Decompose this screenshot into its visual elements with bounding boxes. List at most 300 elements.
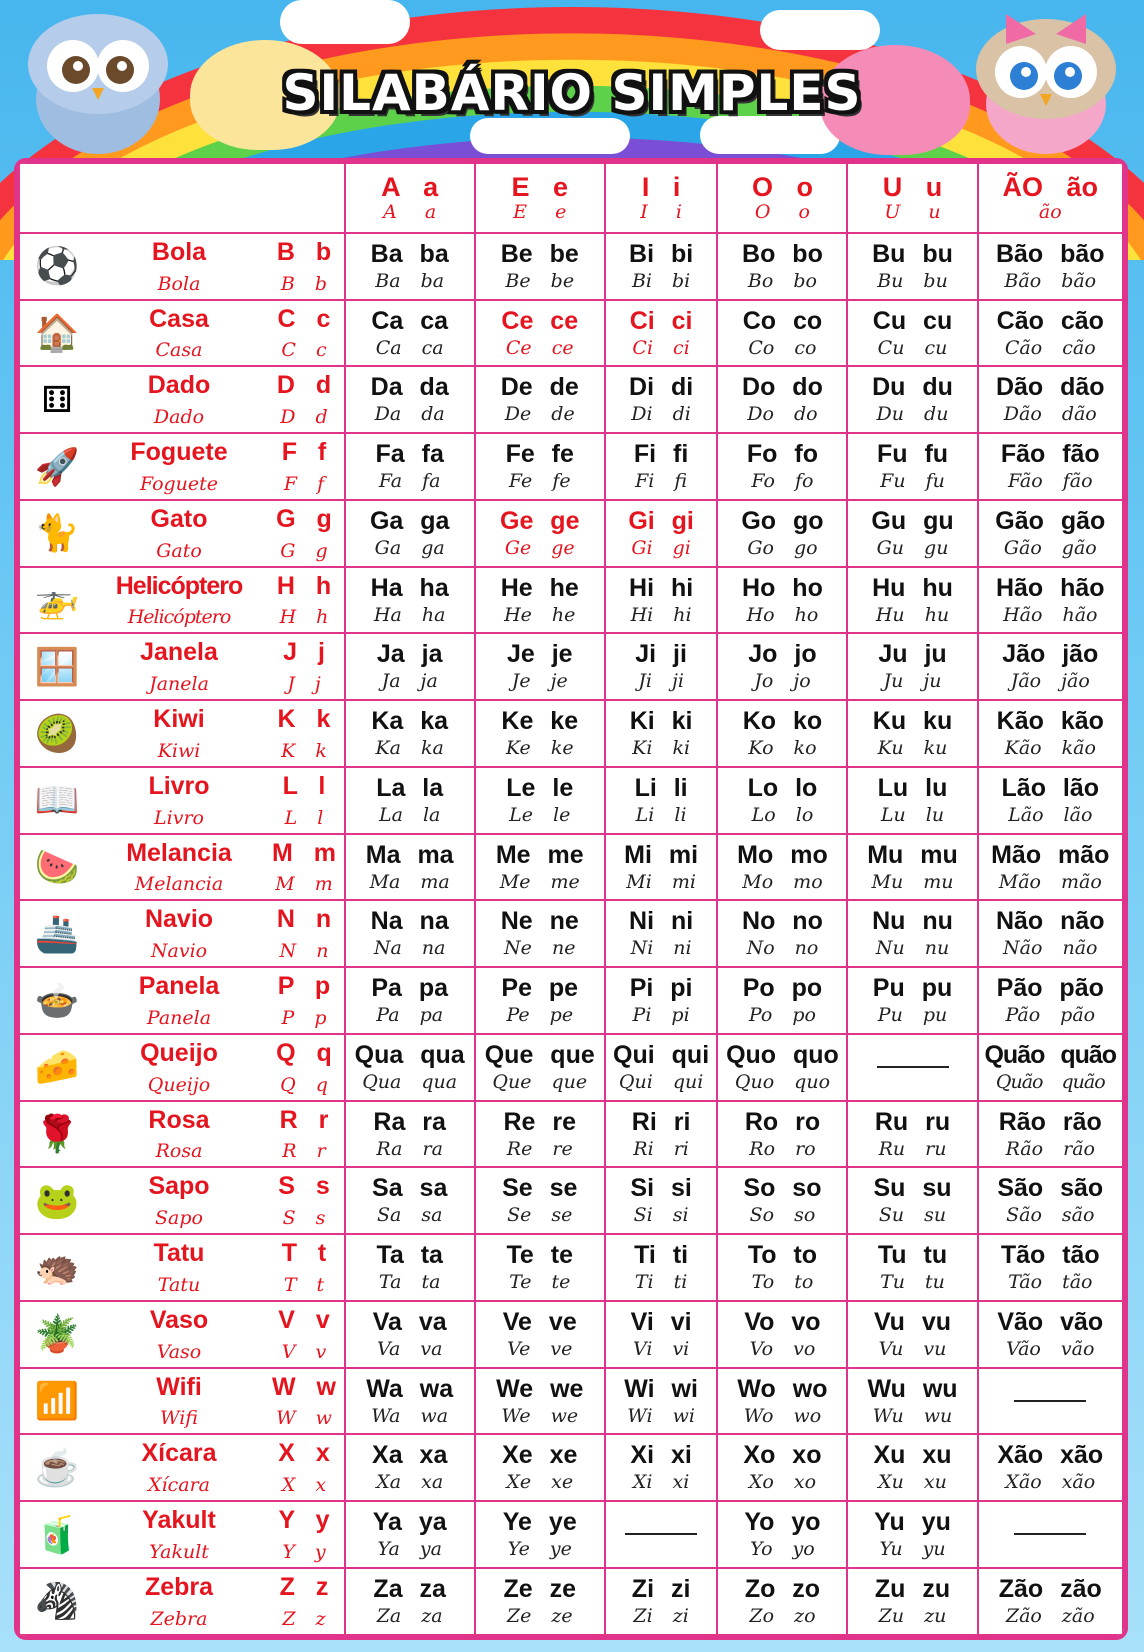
letter-print: N n: [276, 905, 332, 934]
syllable-print: So so: [743, 1174, 822, 1203]
syllable-cursive: São são: [1006, 1204, 1095, 1227]
syllable-cursive: Ri ri: [633, 1137, 689, 1160]
syllable-cell: [717, 1101, 847, 1168]
syllable-cursive: Co co: [748, 336, 817, 359]
syllable-cell: [717, 967, 847, 1034]
syllable-cell: [475, 567, 605, 634]
syllable-row-v: [19, 1301, 1123, 1368]
syllable-print: Mo mo: [737, 840, 828, 869]
syllable-cursive: Vi vi: [632, 1337, 690, 1360]
syllable-cursive: Pão pão: [1005, 1004, 1096, 1027]
syllable-cursive: De de: [504, 403, 575, 426]
word-label: Janela: [140, 638, 218, 667]
syllable-cursive: Yo yo: [750, 1538, 815, 1561]
word-cursive: Casa: [155, 339, 203, 362]
syllable-cell: [847, 767, 977, 834]
syllable-print: Xão xão: [997, 1441, 1104, 1470]
word-label: Sapo: [148, 1172, 210, 1201]
syllable-print: Yo yo: [744, 1508, 821, 1537]
vowel-cursive: U u: [884, 200, 941, 223]
syllable-print: Ya ya: [372, 1508, 447, 1537]
syllable-cell: [847, 500, 977, 567]
word-cell: [19, 967, 345, 1034]
syllable-cell: [717, 834, 847, 901]
vowel-header-cell: [475, 163, 605, 233]
syllable-cursive: Na na: [373, 937, 446, 960]
syllable-print: Be be: [500, 239, 579, 268]
syllable-cursive: Re re: [506, 1137, 573, 1160]
letter-print: Z z: [279, 1572, 329, 1601]
syllable-row-k: [19, 700, 1123, 767]
syllable-print: Ye ye: [502, 1508, 577, 1537]
vowel-print: A a: [381, 171, 439, 202]
syllable-row-y: [19, 1501, 1123, 1568]
word-cursive: Foguete: [139, 472, 219, 495]
letter-cursive: P p: [281, 1006, 327, 1029]
letter-cursive: V v: [281, 1340, 327, 1363]
syllable-print: Ta ta: [376, 1241, 443, 1270]
syllable-row-q: [19, 1034, 1123, 1101]
syllable-cursive: Ju ju: [883, 670, 942, 693]
syllable-row-n: [19, 900, 1123, 967]
syllable-print: Jão jão: [1002, 640, 1099, 669]
syllable-print: Yu yu: [874, 1508, 951, 1537]
letter-print: X x: [278, 1439, 330, 1468]
letter-cursive: X x: [281, 1474, 327, 1497]
letter-print: K k: [277, 705, 331, 734]
syllable-row-m: [19, 834, 1123, 901]
syllable-print: Vão vão: [997, 1307, 1104, 1336]
syllable-cursive: Mu mu: [871, 870, 954, 893]
syllable-print: Ne ne: [500, 907, 579, 936]
syllable-cell: [847, 900, 977, 967]
syllable-cursive: Ku ku: [877, 737, 948, 760]
vowel-header-cell: [847, 163, 977, 233]
vowel-header-cell: [345, 163, 475, 233]
word-cursive: Xícara: [148, 1474, 210, 1497]
syllable-cell: [978, 1301, 1123, 1368]
syllable-cell: [847, 300, 977, 367]
syllable-print: Po po: [742, 974, 823, 1003]
syllable-cell: [605, 1434, 718, 1501]
kiwi-icon: 🥝: [34, 712, 80, 754]
word-label: Tatu: [153, 1239, 205, 1268]
syllable-cursive: Mão mão: [998, 870, 1102, 893]
word-cursive: Bola: [157, 272, 201, 295]
syllable-cell: [847, 1034, 977, 1101]
syllable-cell: [605, 1167, 718, 1234]
word-cell: [19, 1234, 345, 1301]
vowel-print: O o: [751, 171, 813, 202]
letter-print: F f: [281, 438, 327, 467]
syllable-cursive: Nu nu: [875, 937, 950, 960]
rocket-icon: 🚀: [34, 445, 80, 487]
letter-cursive: C c: [281, 339, 327, 362]
syllable-print: No no: [742, 907, 823, 936]
syllable-print: Wu wu: [867, 1374, 958, 1403]
syllable-cursive: Qui qui: [618, 1070, 704, 1093]
syllable-cell: [605, 1101, 718, 1168]
syllable-cell: [847, 433, 977, 500]
syllable-print: Não não: [995, 907, 1105, 936]
syllable-cell: [847, 1501, 977, 1568]
syllable-cell: [978, 233, 1123, 300]
house-icon: 🏠: [34, 312, 80, 354]
syllable-cell: [847, 1434, 977, 1501]
syllable-cell: [978, 433, 1123, 500]
word-label: Dado: [147, 371, 211, 400]
syllable-print: Ha ha: [370, 573, 449, 602]
syllable-cursive: Ta ta: [378, 1271, 441, 1294]
syllable-cursive: Zo zo: [749, 1604, 816, 1627]
syllable-cell: [717, 1301, 847, 1368]
syllable-row-j: [19, 633, 1123, 700]
empty-dash: [1014, 1533, 1086, 1535]
syllable-print: Zi zi: [631, 1574, 691, 1603]
syllable-print: Ri ri: [631, 1107, 691, 1136]
page-title: SILABÁRIO SIMPLES: [282, 64, 862, 122]
syllable-cursive: Ro ro: [749, 1137, 816, 1160]
syllable-cell: [345, 433, 475, 500]
syllable-cell: [847, 1101, 977, 1168]
syllable-cell: [847, 567, 977, 634]
syllable-print: We we: [496, 1374, 584, 1403]
syllable-print: Gi gi: [628, 506, 694, 535]
word-cursive: Queijo: [147, 1073, 211, 1096]
vowel-header-cell: [605, 163, 718, 233]
vowel-header-cell: [717, 163, 847, 233]
syllable-cursive: Ca ca: [375, 336, 444, 359]
syllable-cursive: Su su: [878, 1204, 947, 1227]
syllable-row-h: [19, 567, 1123, 634]
word-label: Zebra: [144, 1572, 214, 1601]
syllable-cell: [717, 1234, 847, 1301]
syllable-cell: [717, 767, 847, 834]
syllable-print: Da da: [370, 373, 449, 402]
word-cursive: Navio: [150, 940, 208, 963]
syllable-row-x: [19, 1434, 1123, 1501]
syllable-cell: [345, 967, 475, 1034]
letter-cursive: S s: [282, 1207, 326, 1230]
syllable-cell: [345, 1301, 475, 1368]
syllable-cursive: Ga ga: [374, 536, 445, 559]
syllable-cell: [475, 967, 605, 1034]
syllable-print: Go go: [741, 506, 824, 535]
syllable-print: Pi pi: [629, 974, 693, 1003]
syllable-cell: [847, 633, 977, 700]
letter-print: Y y: [278, 1506, 330, 1535]
word-label: Yakult: [142, 1506, 216, 1535]
syllable-cursive: Xu xu: [878, 1471, 947, 1494]
syllable-print: Za za: [373, 1574, 446, 1603]
syllable-print: São são: [997, 1174, 1104, 1203]
syllable-cell: [717, 633, 847, 700]
syllable-cell: [345, 300, 475, 367]
syllable-cursive: Ce ce: [505, 336, 574, 359]
syllable-cursive: Bu bu: [877, 269, 948, 292]
cheese-icon: 🧀: [34, 1046, 80, 1088]
syllable-print: Ke ke: [501, 707, 579, 736]
syllable-print: Wa wa: [366, 1374, 454, 1403]
syllable-cell: [978, 500, 1123, 567]
syllable-print: Ze ze: [503, 1574, 577, 1603]
syllable-cursive: Ze ze: [506, 1604, 573, 1627]
syllable-cell: [605, 300, 718, 367]
syllable-print: Ra ra: [373, 1107, 446, 1136]
syllable-cell: [475, 366, 605, 433]
word-cell: [19, 834, 345, 901]
syllable-cell: [345, 567, 475, 634]
word-label: Vaso: [149, 1305, 209, 1334]
syllable-cursive: Da da: [374, 403, 445, 426]
syllable-cursive: Wi wi: [627, 1404, 695, 1427]
zebra-icon: 🦓: [34, 1580, 80, 1622]
syllable-cell: [345, 1167, 475, 1234]
syllable-cursive: Não não: [1003, 937, 1098, 960]
syllable-print: Vo vo: [744, 1307, 821, 1336]
syllable-cursive: Que que: [492, 1070, 588, 1093]
syllable-cell: [978, 633, 1123, 700]
syllable-print: Fu fu: [876, 440, 949, 469]
letter-print: H h: [276, 571, 332, 600]
syllable-cell: [978, 767, 1123, 834]
syllable-cell: [717, 366, 847, 433]
letter-cursive: K k: [281, 739, 327, 762]
syllable-cell: [978, 1167, 1123, 1234]
syllable-cursive: He he: [504, 603, 576, 626]
syllable-print: Wo wo: [737, 1374, 828, 1403]
syllable-cursive: Ve ve: [507, 1337, 573, 1360]
syllable-print: Su su: [873, 1174, 952, 1203]
letter-cursive: L l: [284, 806, 324, 829]
syllable-cursive: Vo vo: [749, 1337, 816, 1360]
syllable-cursive: Xe xe: [506, 1471, 574, 1494]
syllable-cursive: Bão bão: [1004, 269, 1097, 292]
syllable-cell: [475, 1034, 605, 1101]
syllable-cell: [605, 700, 718, 767]
syllable-cell: [475, 1568, 605, 1635]
syllable-cursive: So so: [749, 1204, 816, 1227]
syllable-print: Ji ji: [635, 640, 687, 669]
syllable-cursive: Pu pu: [877, 1004, 948, 1027]
syllable-cell: [605, 567, 718, 634]
syllable-cursive: Zão zão: [1005, 1604, 1095, 1627]
syllable-cell: [345, 767, 475, 834]
syllable-cell: [475, 1368, 605, 1435]
syllable-cursive: Lão lão: [1008, 803, 1093, 826]
syllable-cell: [717, 1368, 847, 1435]
word-cell: [19, 633, 345, 700]
syllable-print: Cu cu: [872, 306, 953, 335]
syllable-cell: [847, 1301, 977, 1368]
syllable-cell: [978, 1034, 1123, 1101]
vowel-print: ÃO ão: [1002, 171, 1099, 202]
syllable-print: Nu nu: [872, 907, 953, 936]
syllable-cell: [605, 633, 718, 700]
syllable-print: Quão quão: [984, 1040, 1117, 1069]
word-cell: [19, 700, 345, 767]
syllable-cell: [345, 700, 475, 767]
syllable-cursive: Gão gão: [1003, 536, 1097, 559]
syllable-print: Kão kão: [996, 707, 1104, 736]
wifi-icon: 📶: [34, 1380, 80, 1422]
word-label: Panela: [138, 972, 220, 1001]
syllable-cell: [345, 1368, 475, 1435]
syllable-cursive: Ma ma: [369, 870, 450, 893]
syllable-print: Zão zão: [998, 1574, 1102, 1603]
syllable-cursive: Hão hão: [1003, 603, 1098, 626]
syllable-cursive: Vão vão: [1006, 1337, 1095, 1360]
syllable-cursive: Ge ge: [504, 536, 575, 559]
letter-print: D d: [276, 371, 332, 400]
frog-icon: 🐸: [34, 1179, 80, 1221]
word-label: Livro: [148, 771, 210, 800]
syllable-cell: [605, 1034, 718, 1101]
syllable-cursive: Wu wu: [872, 1404, 953, 1427]
syllable-cursive: Gu gu: [876, 536, 949, 559]
syllable-cell: [475, 300, 605, 367]
syllable-print: Gão gão: [995, 506, 1106, 535]
syllable-cell: [475, 700, 605, 767]
word-cursive: Vaso: [156, 1340, 202, 1363]
letter-print: G g: [276, 504, 332, 533]
word-cursive: Melancia: [134, 873, 224, 896]
syllable-cursive: No no: [746, 937, 819, 960]
syllable-print: Du du: [872, 373, 953, 402]
letter-cursive: Y y: [282, 1540, 326, 1563]
letter-cursive: B b: [280, 272, 328, 295]
word-cell: [19, 300, 345, 367]
word-label: Kiwi: [153, 705, 205, 734]
syllable-cursive: Li li: [635, 803, 687, 826]
syllable-cursive: Sa sa: [376, 1204, 443, 1227]
syllable-cursive: Go go: [747, 536, 818, 559]
syllable-cell: [475, 433, 605, 500]
yakult-icon: 🧃: [34, 1513, 80, 1555]
syllable-cell: [605, 366, 718, 433]
syllable-cursive: Tu tu: [880, 1271, 945, 1294]
word-cell: [19, 1301, 345, 1368]
syllable-cell: [605, 1234, 718, 1301]
syllable-print: Dão dão: [995, 373, 1105, 402]
syllable-cell: [847, 700, 977, 767]
syllable-print: Se se: [502, 1174, 578, 1203]
word-cursive: Rosa: [155, 1140, 203, 1163]
syllable-row-c: [19, 300, 1123, 367]
word-cursive: Zebra: [150, 1608, 208, 1630]
syllable-cursive: Ka ka: [375, 737, 444, 760]
word-label: Navio: [144, 905, 214, 934]
helicopter-icon: 🚁: [34, 579, 80, 621]
word-label: Bola: [151, 237, 207, 266]
syllable-print: Ko ko: [742, 707, 823, 736]
syllable-cell: [978, 300, 1123, 367]
word-cell: [19, 366, 345, 433]
syllable-cursive: Mi mi: [626, 870, 696, 893]
syllable-cell: [475, 1301, 605, 1368]
word-cell: [19, 1167, 345, 1234]
syllable-cursive: Wa wa: [371, 1404, 449, 1427]
syllable-cell: [978, 900, 1123, 967]
letter-cursive: R r: [282, 1140, 326, 1163]
ship-icon: 🚢: [34, 912, 80, 954]
syllable-print: Tão tão: [1000, 1241, 1100, 1270]
letter-print: P p: [277, 972, 331, 1001]
syllable-print: Bão bão: [995, 239, 1105, 268]
syllable-cursive: Dão dão: [1003, 403, 1097, 426]
syllable-print: Bi bi: [629, 239, 694, 268]
word-cell: [19, 500, 345, 567]
syllable-print: Co co: [742, 306, 823, 335]
syllable-cursive: Ke ke: [505, 737, 574, 760]
syllable-print: Xu xu: [873, 1441, 952, 1470]
syllable-print: Si si: [630, 1174, 692, 1203]
syllable-cursive: Ji ji: [638, 670, 684, 693]
book-icon: 📖: [34, 779, 80, 821]
syllable-cursive: Te te: [509, 1271, 571, 1294]
soccer-ball-icon: ⚽: [34, 245, 80, 287]
syllable-print: Li li: [634, 773, 688, 802]
syllable-cell: [605, 1568, 718, 1635]
syllable-print: Ge ge: [500, 506, 580, 535]
syllable-cell: [978, 1101, 1123, 1168]
syllable-cursive: Qua qua: [362, 1070, 458, 1093]
syllable-print: Pa pa: [371, 974, 449, 1003]
word-cursive: Panela: [146, 1006, 212, 1029]
word-cursive: Sapo: [155, 1207, 203, 1230]
vowel-cursive: ão: [1038, 200, 1062, 223]
syllable-print: Sa sa: [372, 1174, 448, 1203]
syllable-print: Ba ba: [370, 239, 449, 268]
syllable-cell: [345, 834, 475, 901]
syllable-print: Mão mão: [991, 840, 1110, 869]
syllable-cell: [847, 366, 977, 433]
word-label: Queijo: [140, 1038, 218, 1067]
word-cell: [19, 900, 345, 967]
syllable-row-r: [19, 1101, 1123, 1168]
syllable-cursive: Pa pa: [376, 1004, 444, 1027]
syllable-cell: [475, 1501, 605, 1568]
syllable-cursive: Lo lo: [751, 803, 814, 826]
dice-icon: ⚅: [41, 378, 73, 420]
syllable-cursive: Be be: [505, 269, 575, 292]
syllable-cursive: Zi zi: [633, 1604, 689, 1627]
syllable-cell: [475, 1101, 605, 1168]
word-cell: [19, 1368, 345, 1435]
syllable-cell: [978, 1234, 1123, 1301]
word-cursive: Yakult: [149, 1540, 209, 1563]
syllable-print: Xa xa: [372, 1441, 448, 1470]
vowel-header-row: [19, 163, 1123, 233]
syllable-cell: [475, 767, 605, 834]
syllable-cursive: Zu zu: [878, 1604, 947, 1627]
syllable-cell: [345, 1234, 475, 1301]
letter-print: R r: [279, 1105, 329, 1134]
syllable-print: Zu zu: [874, 1574, 951, 1603]
syllable-cell: [717, 1434, 847, 1501]
syllable-print: Fa fa: [375, 440, 444, 469]
syllable-cell: [605, 767, 718, 834]
syllable-cursive: Xi xi: [632, 1471, 690, 1494]
word-cell: [19, 1034, 345, 1101]
word-cell: [19, 1568, 345, 1635]
syllable-row-t: [19, 1234, 1123, 1301]
syllable-cell: [475, 1234, 605, 1301]
syllable-cell: [605, 1301, 718, 1368]
syllable-cell: [717, 1568, 847, 1635]
word-cell: [19, 567, 345, 634]
syllable-cell: [978, 834, 1123, 901]
